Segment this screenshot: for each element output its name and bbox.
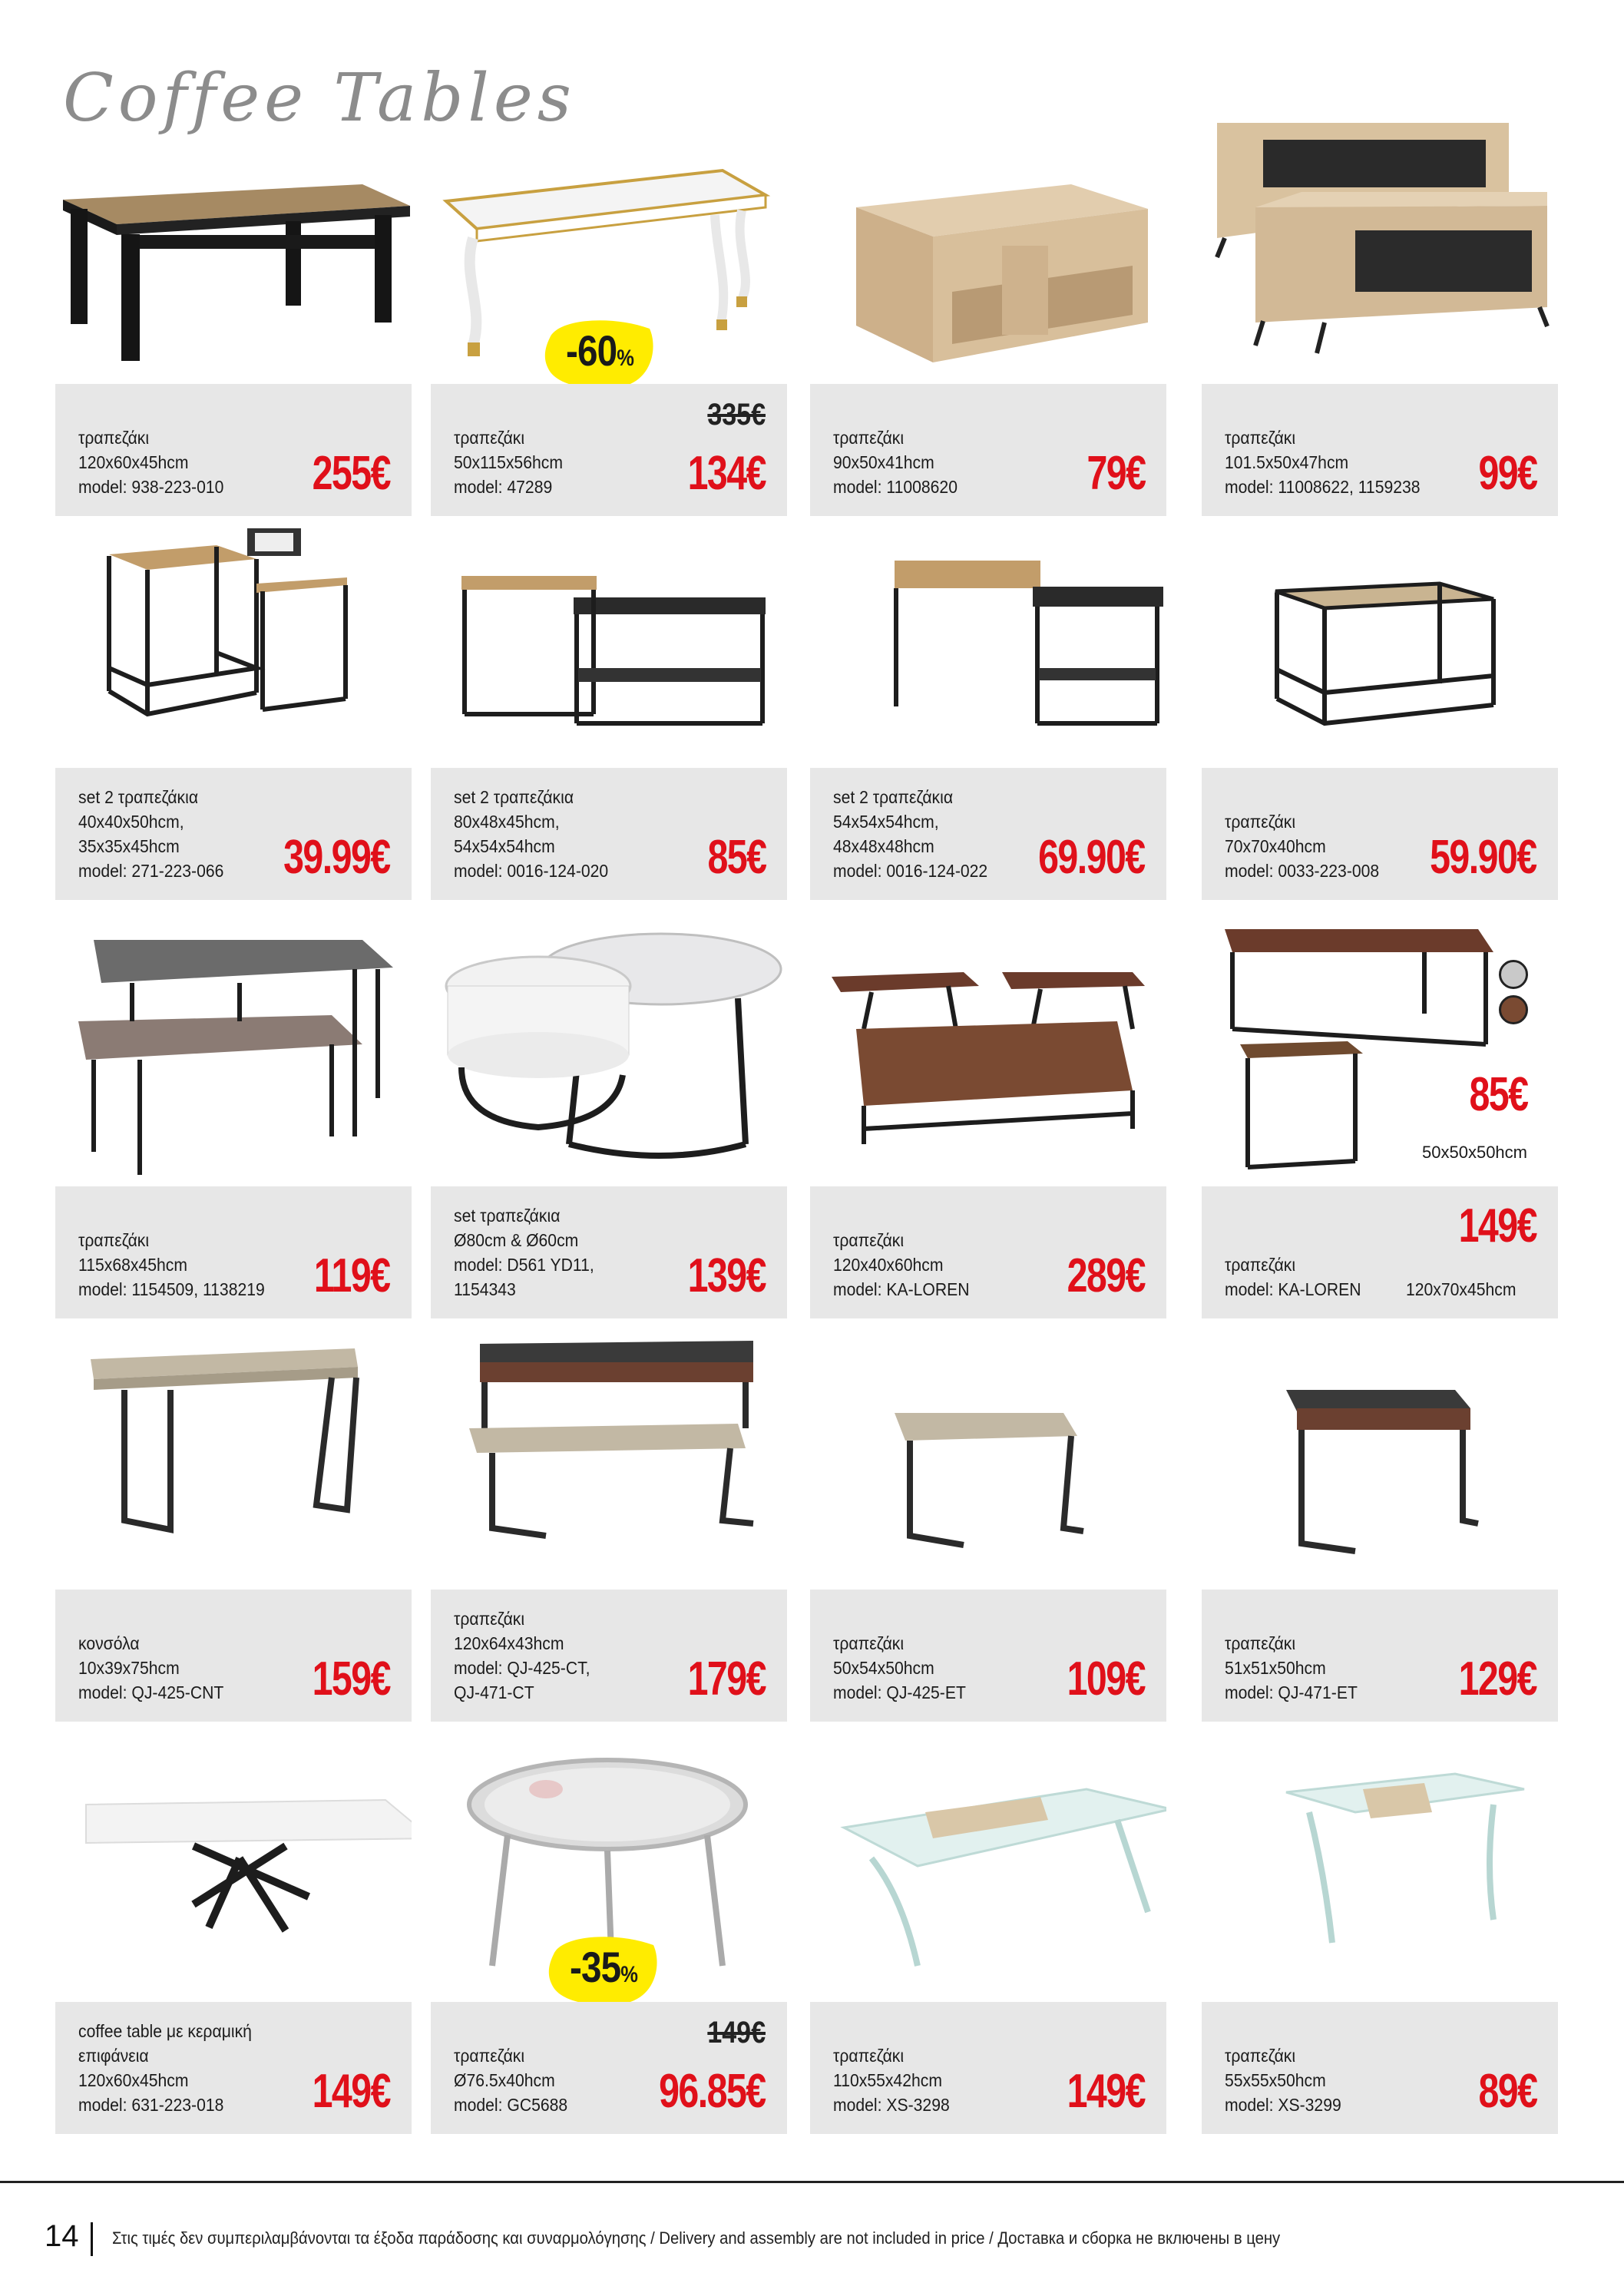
product-card-3[interactable]	[810, 161, 1166, 536]
product-price: 39.99€	[283, 831, 390, 884]
nesting-side-tables-icon	[55, 522, 412, 753]
product-price: 99€	[1477, 447, 1536, 500]
product-card-6[interactable]	[431, 522, 787, 897]
product-price: 129€	[1458, 1653, 1536, 1705]
product-description: τραπεζάκι 101.5x50x47hcm model: 11008622, 1159238	[1225, 428, 1421, 497]
product-info-box	[1202, 2002, 1558, 2134]
product-info-box	[810, 2002, 1166, 2134]
product-description: τραπεζάκι 120x64x43hcm model: QJ-425-CT, QJ-471-CT	[454, 1609, 590, 1702]
product-info-box	[431, 1186, 787, 1318]
product-card-15[interactable]	[810, 1328, 1166, 1703]
product-description: coffee table με κεραμική επιφάνεια 120x60x45hcm model: 631-223-018	[78, 2021, 252, 2115]
page-title: Coffee Tables	[63, 60, 576, 137]
product-price: 289€	[1067, 1249, 1145, 1302]
product-card-8[interactable]	[1202, 522, 1558, 897]
table-size: 120x70x45hcm	[1406, 1279, 1517, 1299]
product-description: set 2 τραπεζάκια 54x54x54hcm, 48x48x48hcm model: 0016-124-022	[833, 787, 988, 881]
metal-frame-side-table-set-icon	[810, 522, 1166, 753]
product-price: 119€	[314, 1249, 390, 1302]
product-description: τραπεζάκι 55x55x50hcm model: XS-3299	[1225, 2046, 1341, 2115]
product-info-box	[1202, 1590, 1558, 1722]
product-price: 96.85€	[659, 2065, 766, 2118]
product-card-5[interactable]	[55, 522, 412, 897]
page-number: 14	[45, 2219, 79, 2253]
product-card-17[interactable]	[55, 1743, 412, 2118]
stone-and-dark-coffee-tables-icon	[431, 1328, 787, 1559]
product-description: τραπεζάκι Ø76.5x40hcm model: GC5688	[454, 2046, 568, 2115]
product-info-box	[55, 768, 412, 900]
product-info-box	[431, 2002, 787, 2134]
product-info-box	[431, 384, 787, 516]
product-price: 159€	[312, 1653, 390, 1705]
dark-side-table-icon	[1202, 1328, 1558, 1559]
oak-tv-unit-and-table-icon	[1202, 115, 1558, 392]
discount-badge: -60%	[542, 315, 657, 392]
product-info-box	[810, 384, 1166, 516]
product-description: τραπεζάκι 120x60x45hcm model: 938-223-010	[78, 428, 224, 497]
product-info-box	[1202, 384, 1558, 516]
round-nesting-tables-icon	[431, 921, 787, 1183]
glass-coffee-table-icon	[810, 1743, 1166, 1973]
product-price: 69.90€	[1038, 831, 1145, 884]
product-description: τραπεζάκι 110x55x42hcm model: XS-3298	[833, 2046, 950, 2115]
product-card-9[interactable]	[55, 921, 412, 1302]
stone-side-table-icon	[810, 1328, 1166, 1559]
glass-side-table-icon	[1202, 1743, 1558, 1973]
product-card-13[interactable]	[55, 1328, 412, 1703]
product-card-2[interactable]	[431, 161, 787, 536]
product-info-box	[55, 2002, 412, 2134]
product-info-box	[55, 1186, 412, 1318]
product-price: 139€	[687, 1249, 766, 1302]
side-table-price: 85€	[1468, 1068, 1527, 1121]
product-description: τραπεζάκι model: KA-LOREN	[1225, 1255, 1361, 1299]
product-info-box	[55, 384, 412, 516]
product-description: set 2 τραπεζάκια 80x48x45hcm, 54x54x54hcm model: 0016-124-020	[454, 787, 609, 881]
product-card-11[interactable]	[810, 921, 1166, 1302]
product-price: 79€	[1086, 447, 1145, 500]
product-card-10[interactable]	[431, 921, 787, 1302]
product-description: τραπεζάκι 115x68x45hcm model: 1154509, 1138219	[78, 1230, 265, 1299]
product-info-box	[810, 1590, 1166, 1722]
lift-top-coffee-table-icon	[810, 921, 1166, 1183]
product-card-19[interactable]	[810, 1743, 1166, 2118]
old-price: 335€	[707, 398, 766, 432]
product-card-14[interactable]	[431, 1328, 787, 1703]
product-price: 149€	[1458, 1199, 1536, 1252]
product-description: τραπεζάκι 120x40x60hcm model: KA-LOREN	[833, 1230, 970, 1299]
product-description: τραπεζάκι 90x50x41hcm model: 11008620	[833, 428, 958, 497]
product-card-4[interactable]	[1202, 115, 1558, 500]
product-price: 149€	[1067, 2065, 1145, 2118]
square-metal-coffee-table-icon	[1202, 522, 1558, 753]
side-table-size: 50x50x50hcm	[1422, 1143, 1527, 1162]
marble-top-coffee-tables-icon	[55, 921, 412, 1183]
product-card-7[interactable]	[810, 522, 1166, 897]
product-description: set 2 τραπεζάκια 40x40x50hcm, 35x35x45hcm model: 271-223-066	[78, 787, 224, 881]
old-price: 149€	[707, 2016, 766, 2050]
product-price: 149€	[312, 2065, 390, 2118]
product-price: 59.90€	[1430, 831, 1536, 884]
product-price: 85€	[706, 831, 766, 884]
product-description: τραπεζάκι 50x54x50hcm model: QJ-425-ET	[833, 1633, 966, 1702]
product-card-18[interactable]	[431, 1743, 787, 2118]
metal-frame-table-set-icon	[431, 522, 787, 753]
product-card-20[interactable]	[1202, 1743, 1558, 2118]
product-description: τραπεζάκι 70x70x40hcm model: 0033-223-008	[1225, 812, 1380, 881]
ceramic-top-coffee-table-icon	[55, 1743, 412, 1973]
product-price: 255€	[312, 447, 390, 500]
black-wood-coffee-table-icon	[55, 161, 412, 392]
product-card-12[interactable]	[1202, 921, 1558, 1299]
product-card-16[interactable]	[1202, 1328, 1558, 1703]
product-info-box	[1202, 1186, 1558, 1318]
page-number-separator	[91, 2222, 93, 2256]
product-info-box	[810, 1186, 1166, 1318]
product-price: 179€	[687, 1653, 766, 1705]
discount-badge: -35%	[546, 1931, 661, 2008]
footer-divider	[0, 2181, 1624, 2183]
product-description: τραπεζάκι 51x51x50hcm model: QJ-471-ET	[1225, 1633, 1358, 1702]
product-description: κονσόλα 10x39x75hcm model: QJ-425-CNT	[78, 1633, 224, 1702]
product-description: τραπεζάκι 50x115x56hcm model: 47289	[454, 428, 563, 497]
footer-note: Στις τιμές δεν συμπεριλαμβάνονται τα έξοδα παράδοσης και συναρμολόγησης / Delivery and assembly are not included in price / Доставка и сборка не включены в цену	[112, 2228, 1281, 2248]
product-info-box	[55, 1590, 412, 1722]
product-info-box	[431, 1590, 787, 1722]
product-price: 134€	[687, 447, 766, 500]
product-info-box	[431, 768, 787, 900]
stone-console-table-icon	[55, 1328, 412, 1559]
oak-box-coffee-table-icon	[810, 161, 1166, 392]
product-info-box	[810, 768, 1166, 900]
brown-swatch-icon[interactable]	[1499, 995, 1528, 1024]
product-price: 109€	[1067, 1653, 1145, 1705]
product-description: set τραπεζάκια Ø80cm & Ø60cm model: D561 YD11, 1154343	[454, 1206, 594, 1299]
product-info-box	[1202, 768, 1558, 900]
grey-swatch-icon[interactable]	[1499, 960, 1528, 989]
product-card-1[interactable]	[55, 161, 412, 536]
product-price: 89€	[1477, 2065, 1536, 2118]
